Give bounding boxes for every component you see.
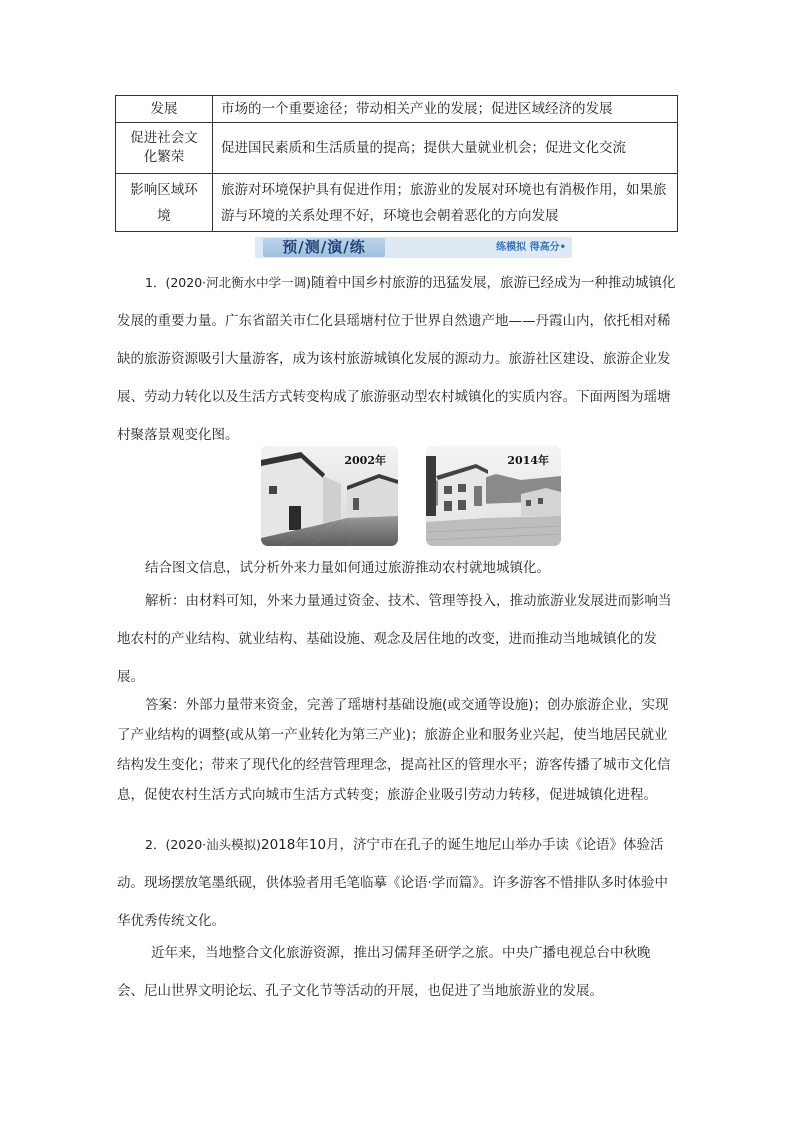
question-source: 2．(2020·汕头模拟): [145, 837, 261, 852]
table-cell-text: 市场的一个重要途径；带动相关产业的发展；促进区域经济的发展: [213, 96, 678, 123]
table-row: [116, 123, 678, 174]
table-cell-label: 影响区域环境: [116, 174, 213, 232]
question-1: [117, 264, 677, 454]
answer: 答案：外部力量带来资金，完善了瑶塘村基础设施(或交通等设施)；创办旅游企业，实现了产业结构的调整(或从第一产业转化为第三产业)；旅游企业和服务业兴起，使当地居民就业结构发生变化；带来了现代化的经营管理理念，提高社区的管理水平；游客传播了城市文化信息，促使农村生活方式向城市生活方式转变；旅游企业吸引劳动力转移，促进城镇化进程。: [117, 697, 671, 803]
impact-table: [115, 95, 678, 232]
question-2-continued: 近年来，当地整合文化旅游资源，推出习儒拜圣研学之旅。中央广播电视总台中秋晚会、尼山世界文明论坛、孔子文化节等活动的开展，也促进了当地旅游业的发展。: [117, 945, 651, 999]
table-cell-text: 旅游对环境保护具有促进作用；旅游业的发展对环境也有消极作用，如果旅游与环境的关系处理不好，环境也会朝着恶化的方向发展: [213, 174, 678, 232]
banner-title: 预/测/演/练: [263, 238, 385, 257]
question-source: 1．(2020·河北衡水中学一调): [145, 275, 311, 290]
photo-2014: [426, 446, 561, 546]
banner-slogan: 练模拟 得高分•: [496, 242, 566, 253]
question-prompt: 结合图文信息，试分析外来力量如何通过旅游推动农村就地城镇化。: [145, 560, 550, 576]
photo-2002: [261, 446, 398, 546]
table-cell-label: 发展: [116, 96, 213, 123]
question-text: 2018年10月，济宁市在孔子的诞生地尼山举办手读《论语》体验活动。现场摆放笔墨纸砚，供体验者用毛笔临摹《论语·学而篇》。许多游客不惜排队多时体验中华优秀传统文化。: [117, 837, 669, 929]
table-row: [116, 96, 678, 123]
photo-year-label: 2014年: [507, 454, 549, 467]
question-2: [117, 826, 677, 940]
photo-year-label: 2002年: [344, 454, 386, 467]
analysis: 解析：由材料可知，外来力量通过资金、技术、管理等投入，推动旅游业发展进而影响当地农村的产业结构、就业结构、基础设施、观念及居住地的改变，进而推动当地城镇化的发展。: [117, 593, 672, 685]
table-cell-label: 促进社会文化繁荣: [116, 123, 213, 174]
table-row: [116, 174, 678, 232]
table-cell-text: 促进国民素质和生活质量的提高；提供大量就业机会；促进文化交流: [213, 123, 678, 174]
question-text: 随着中国乡村旅游的迅猛发展，旅游已经成为一种推动城镇化发展的重要力量。广东省韶关市仁化县瑶塘村位于世界自然遗产地——丹霞山内，依托相对稀缺的旅游资源吸引大量游客，成为该村旅游城镇化发展的源动力。旅游社区建设、旅游企业发展、劳动力转化以及生活方式转变构成了旅游驱动型农村城镇化的实质内容。下面两图为瑶塘村聚落景观变化图。: [117, 275, 676, 443]
section-banner: [255, 237, 572, 258]
